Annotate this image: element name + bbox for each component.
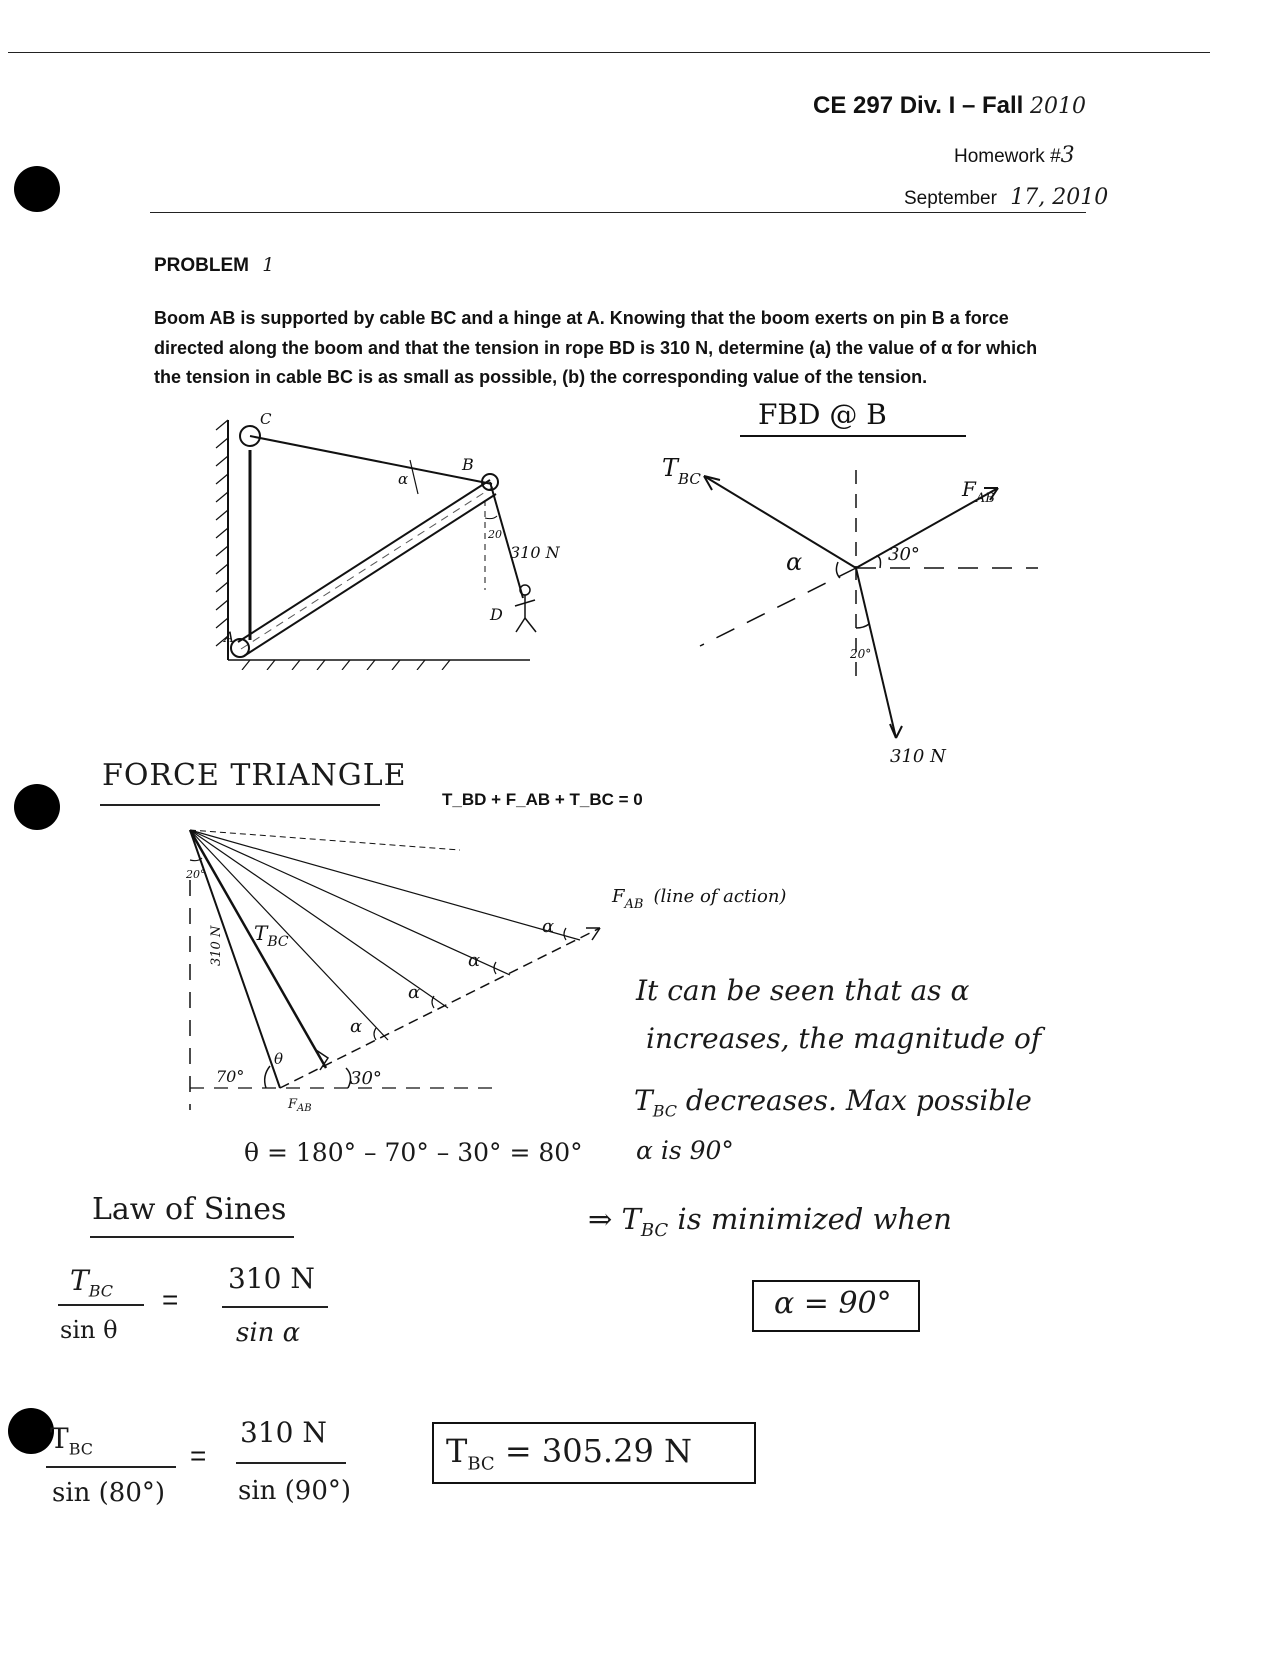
ft-tbc-fan-3 <box>190 830 510 975</box>
note-conclusion: ⇒ $T_{BC}$ is minimized when <box>588 1202 952 1241</box>
problem-title: PROBLEM <box>154 255 249 276</box>
ft-theta: θ <box>274 1050 284 1068</box>
frac3-numerator: $T_{BC}$ <box>50 1422 93 1459</box>
problem-statement-2: directed along the boom and that the tension in rope BD is 310 N, determine (a) the value of α for which <box>154 338 1038 358</box>
frac4-denominator: sin (90°) <box>238 1476 352 1506</box>
law-of-sines-title: Law of Sines <box>92 1192 287 1227</box>
person-d <box>515 585 536 632</box>
ft-arc-alpha-4 <box>564 928 566 940</box>
date-value: 17, 2010 <box>1010 185 1109 210</box>
answer-tension: $T_{BC} = 305.29$ N <box>446 1432 692 1475</box>
theta-equation: θ = 180° – 70° – 30° = 80° <box>244 1138 583 1167</box>
ft-tbc-fan-4 <box>190 830 580 940</box>
binder-hole-top <box>14 166 60 212</box>
fbd-diagram <box>640 400 1060 780</box>
label-alpha: α <box>398 470 409 488</box>
fbd-angle-30: 30° <box>888 544 920 565</box>
ft-alpha-3: α <box>468 950 481 971</box>
fbd-alpha-label: α <box>786 548 803 576</box>
course-term: – Fall <box>961 92 1024 119</box>
ft-alpha-2: α <box>408 982 421 1003</box>
fbd-arc-20 <box>856 624 869 628</box>
ft-arc-alpha-1 <box>374 1028 376 1040</box>
fbd-tbc-arrow <box>704 476 856 568</box>
fbd-310-arrowhead <box>890 724 902 738</box>
boom-ab-center <box>241 487 493 649</box>
ft-tbc-fan-5 <box>190 830 460 850</box>
note-line-1: It can be seen that as α <box>636 974 970 1007</box>
fbd-fab-label: $F_{AB}$ <box>962 477 995 506</box>
homework-label-row <box>954 143 1075 168</box>
alpha-mark <box>410 460 418 494</box>
top-rule <box>8 52 1210 53</box>
label-d: D <box>490 605 503 624</box>
note-line-3: $T_{BC}$ decreases. Max possible <box>634 1084 1032 1121</box>
law-of-sines-underline <box>90 1236 294 1238</box>
force-triangle-underline <box>100 804 380 806</box>
course-header <box>813 92 1086 120</box>
ft-fab-line-label: $F_{AB}$ (line of action) <box>612 886 787 912</box>
fbd-310-label: 310 N <box>890 746 946 767</box>
ft-tbc-label: $T_{BC}$ <box>254 921 289 950</box>
label-a: A <box>224 630 235 646</box>
boom-figure <box>210 410 580 670</box>
cable-bc <box>250 436 492 484</box>
frac2-numerator: 310 N <box>228 1262 315 1295</box>
frac3-denominator: sin (80°) <box>52 1478 166 1508</box>
note-line-2: increases, the magnitude of <box>646 1022 1042 1055</box>
boom-ab-top <box>238 480 490 642</box>
problem-title-row <box>154 254 274 277</box>
fbd-boom-dashed <box>700 568 856 646</box>
ft-alpha-4: α <box>542 916 555 937</box>
force-equation: T_BD + F_AB + T_BC = 0 <box>442 790 643 809</box>
label-angle-20: 20 <box>488 528 502 541</box>
answer-alpha: α = 90° <box>774 1286 892 1321</box>
problem-number: 1 <box>262 254 275 276</box>
problem-statement-1: Boom AB is supported by cable BC and a hinge at A. Knowing that the boom exerts on pin B a force <box>154 308 1009 328</box>
label-310n: 310 N <box>510 543 560 562</box>
ft-angle-70: 70° <box>216 1067 245 1086</box>
frac2-bar <box>222 1306 328 1308</box>
binder-hole-middle <box>14 784 60 830</box>
answer-alpha-box <box>752 1280 920 1332</box>
wall-hatch <box>216 420 228 646</box>
header-rule <box>150 212 1086 213</box>
frac1-numerator: $T_{BC}$ <box>70 1264 113 1301</box>
fbd-angle-20: 20° <box>850 647 872 661</box>
frac2-denominator: sin α <box>236 1318 301 1348</box>
boom-ab-bottom <box>244 494 496 656</box>
ft-angle-30: 30° <box>350 1068 382 1089</box>
ft-arc-70 <box>265 1066 270 1088</box>
answer-tension-box <box>432 1422 756 1484</box>
date-row <box>904 185 1108 210</box>
binder-hole-bottom <box>8 1408 54 1454</box>
homework-number: 3 <box>1060 143 1075 168</box>
date-label: September <box>904 188 997 209</box>
equals-1: = <box>162 1284 179 1315</box>
equals-2: = <box>190 1440 207 1471</box>
frac4-bar <box>236 1462 346 1464</box>
label-b: B <box>462 455 474 474</box>
course-year: 2010 <box>1030 94 1086 119</box>
frac3-bar <box>46 1466 176 1468</box>
frac4-numerator: 310 N <box>240 1416 327 1449</box>
frac1-denominator: sin θ <box>60 1316 118 1344</box>
fbd-tbc-label: $T_{BC}$ <box>662 454 701 488</box>
course-name: CE 297 Div. I <box>813 92 956 119</box>
fbd-arc-30 <box>876 556 881 568</box>
homework-label: Homework # <box>954 146 1061 167</box>
ft-angle-20: 20° <box>186 868 206 881</box>
force-triangle-title: FORCE TRIANGLE <box>102 758 407 793</box>
angle-20-arc <box>485 516 497 519</box>
ft-310-label: 310 N <box>209 925 224 966</box>
ft-alpha-1: α <box>350 1016 363 1037</box>
ground-hatch <box>242 660 450 670</box>
note-line-4: α is 90° <box>636 1136 734 1165</box>
problem-statement-3: the tension in cable BC is as small as possible, (b) the corresponding value of the tension. <box>154 367 928 387</box>
ft-fab-small: $F_{AB}$ <box>288 1097 312 1114</box>
frac1-bar <box>58 1304 144 1306</box>
label-c: C <box>260 410 272 428</box>
ft-fab-line <box>280 928 600 1088</box>
fbd-title: FBD @ B <box>758 400 887 431</box>
